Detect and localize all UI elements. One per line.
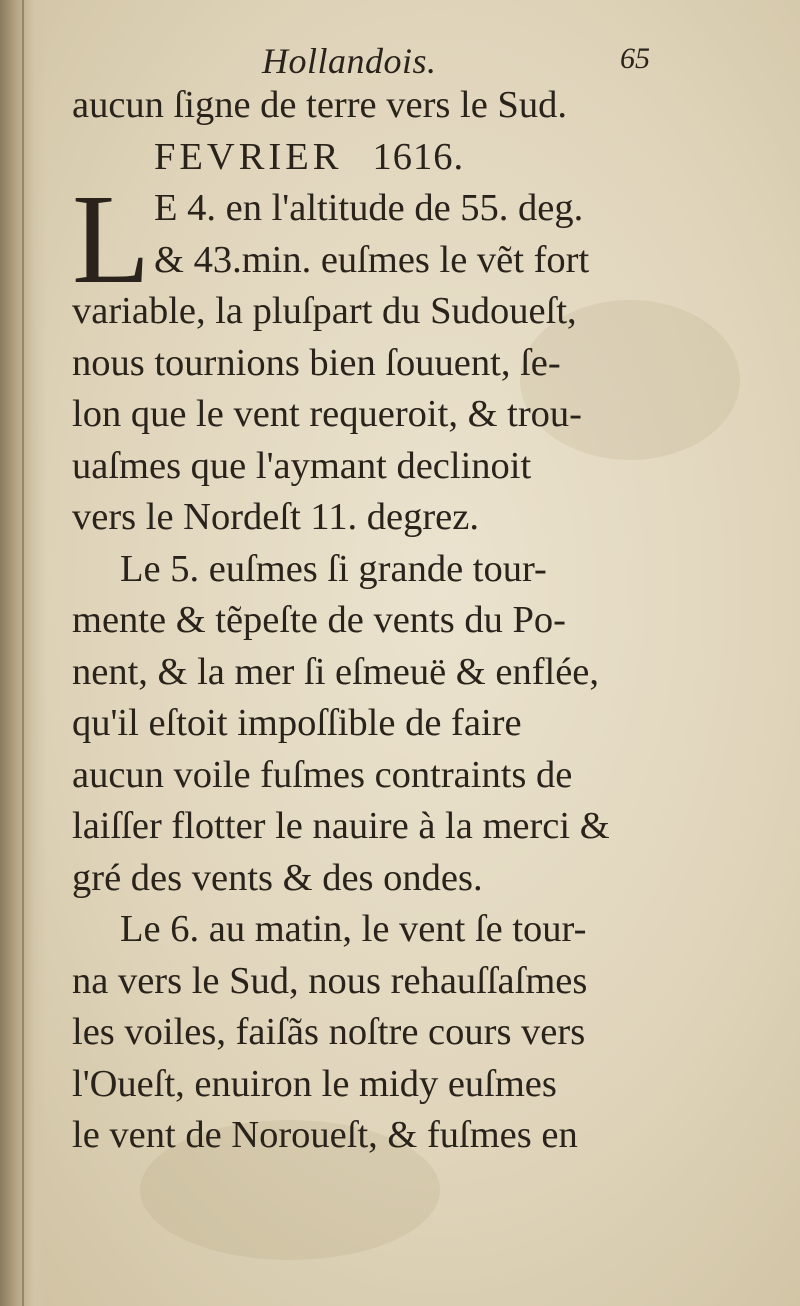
paragraph-february-4 [72, 168, 672, 544]
text-line: & 43.min. euſmes le vẽt fort [154, 238, 590, 281]
gutter-shadow-line [22, 0, 24, 1306]
text-line: le vent de Noroueſt, & fuſmes en [72, 1114, 578, 1156]
text-line: Le 6. au matin, le vent ſe tour- [120, 908, 587, 950]
text-line: vers le Nordeſt 11. degrez. [72, 496, 479, 538]
text-line: nous tournions bien ſouuent, ſe- [72, 341, 561, 384]
text-line: variable, la pluſpart du Sudoueſt, [72, 290, 577, 332]
text-line: les voiles, faiſãs noſtre cours vers [72, 1011, 586, 1053]
section-heading [72, 132, 672, 184]
text-line: laiſſer flotter le nauire à la merci & [72, 805, 610, 847]
text-line: aucun voile fuſmes contraints de [72, 753, 573, 796]
heading-month: FEVRIER [154, 135, 343, 178]
text-line: gré des vents & des ondes. [72, 856, 483, 899]
text-line: na vers le Sud, nous rehauſſaſmes [72, 959, 588, 1002]
paragraph-february-5 [72, 544, 672, 905]
text-line: nent, & la mer ſi eſmeuë & enflée, [72, 650, 600, 693]
text-line: lon que le vent requeroit, & trou- [72, 393, 582, 435]
text-line: l'Oueſt, enuiron le midy euſmes [72, 1062, 557, 1105]
text-line: aucun ſigne de terre vers le Sud. [72, 84, 567, 126]
drop-cap-letter: L [72, 168, 151, 310]
body-text [72, 80, 672, 1162]
paragraph-february-6 [72, 904, 672, 1162]
running-title: Hollandois. [262, 41, 437, 81]
text-line: qu'il eſtoit impoſſible de faire [72, 702, 522, 744]
text-line: E 4. en l'altitude de 55. deg. [154, 187, 584, 229]
text-line: uaſmes que l'aymant declinoit [72, 444, 532, 487]
text-line: mente & tẽpeſte de vents du Po- [72, 599, 566, 641]
page-number: 65 [620, 42, 650, 75]
heading-year: 1616. [372, 135, 465, 178]
text-line: Le 5. euſmes ſi grande tour- [120, 547, 547, 590]
